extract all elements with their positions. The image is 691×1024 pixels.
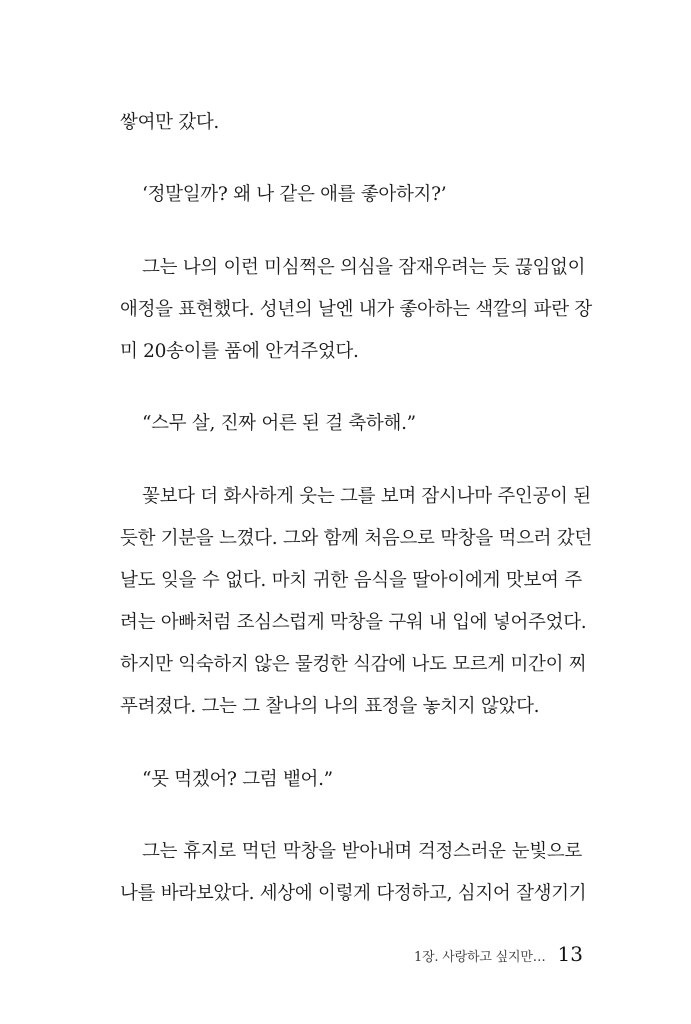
text-line: 쌓여만 갔다. [120,112,220,133]
text-line: 려는 아빠처럼 조심스럽게 막창을 구워 내 입에 넣어주었다. [120,612,587,633]
page-footer [414,942,583,966]
text-line: 나를 바라보았다. 세상에 이렇게 다정하고, 심지어 잘생기기 [120,883,587,904]
text-line: 그는 나의 이런 미심쩍은 의심을 잠재우려는 듯 끊임없이 [142,257,586,278]
text-line: 미 20송이를 품에 안겨주었다. [120,341,359,362]
page-number: 13 [557,942,583,966]
text-line: 날도 잊을 수 없다. 마치 귀한 음식을 딸아이에게 맛보여 주 [120,570,582,591]
running-header-chapter: 1장. 사랑하고 싶지만… [414,950,546,965]
inner-thought-line: ‘정말일까? 왜 나 같은 애를 좋아하지?’ [142,184,447,205]
text-line: 애정을 표현했다. 성년의 날엔 내가 좋아하는 색깔의 파란 장 [120,299,592,320]
dialogue-line: “못 먹겠어? 그럼 뱉어.” [142,769,333,790]
text-line: 푸려졌다. 그는 그 찰나의 나의 표정을 놓치지 않았다. [120,696,540,717]
text-line: 하지만 익숙하지 않은 물컹한 식감에 나도 모르게 미간이 찌 [120,654,587,675]
text-line: 그는 휴지로 먹던 막창을 받아내며 걱정스러운 눈빛으로 [142,841,582,862]
text-line: 꽃보다 더 화사하게 웃는 그를 보며 잠시나마 주인공이 된 [142,486,591,507]
dialogue-line: “스무 살, 진짜 어른 된 걸 축하해.” [142,413,416,434]
text-line: 듯한 기분을 느꼈다. 그와 함께 처음으로 막창을 먹으러 갔던 [120,528,592,549]
